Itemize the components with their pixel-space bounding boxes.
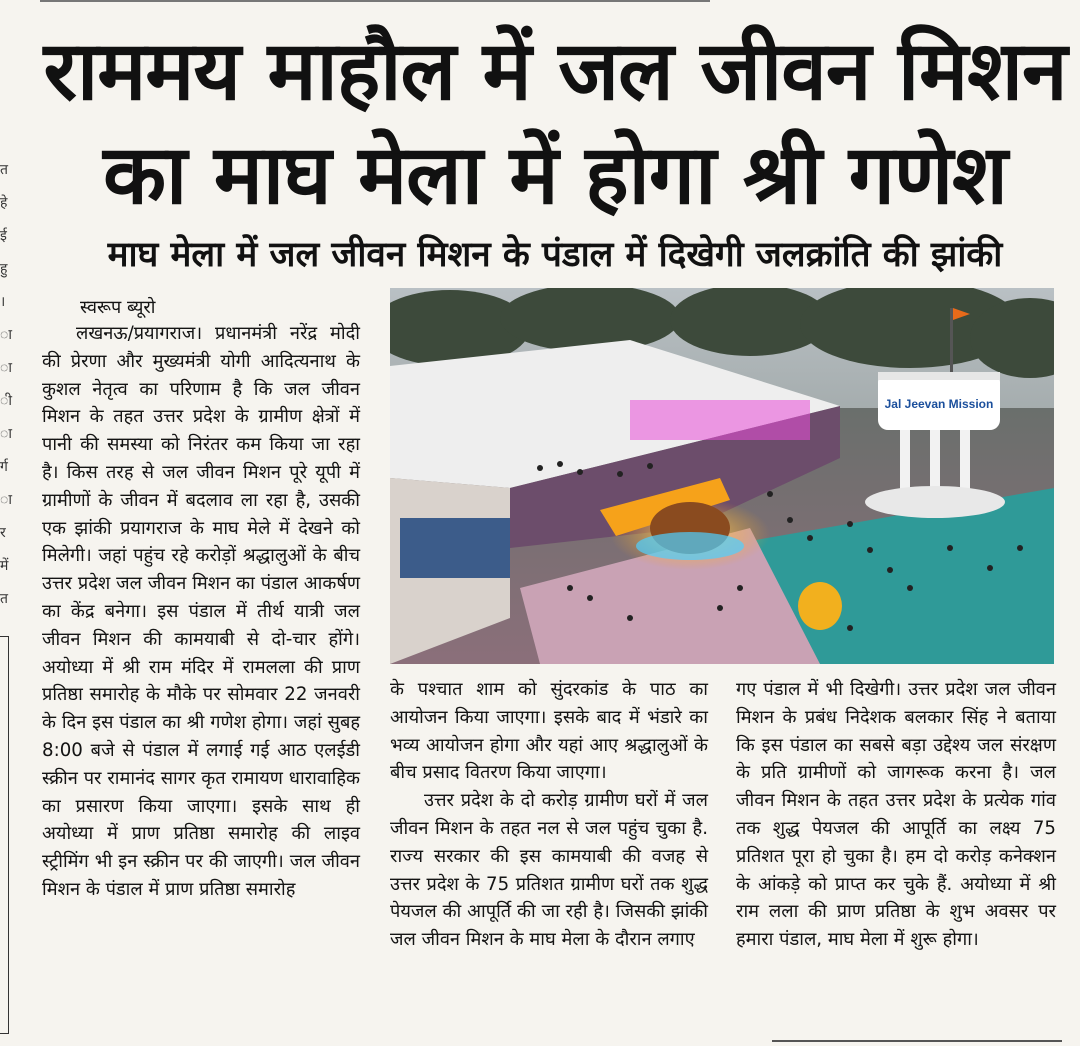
pink-lights	[630, 400, 810, 440]
margin-fragment: ा	[0, 360, 12, 376]
margin-fragment: त	[0, 591, 8, 607]
adjacent-box-border	[0, 636, 9, 1034]
margin-fragment: ई	[0, 228, 7, 244]
subheadline: माघ मेला में जल जीवन मिशन के पंडाल में दिखेगी जलक्रांति की झांकी	[107, 235, 1003, 275]
margin-fragment: हे	[0, 195, 8, 211]
margin-fragment: ा	[0, 492, 12, 508]
bottom-rule	[772, 1040, 1062, 1042]
margin-fragment: ा	[0, 426, 12, 442]
margin-fragment: ी	[0, 393, 12, 409]
margin-fragment: ा	[0, 327, 12, 343]
article-paragraph: गए पंडाल में भी दिखेगी। उत्तर प्रदेश जल जीवन मिशन के प्रबंध निदेशक बलकार सिंह ने बताया कि इस पंडाल का सबसे बड़ा उद्देश्य जल संरक्षण के प्रति ग्रामीणों को जागरूक करना है। जल जीवन मिशन के तहत उत्तर प्रदेश के प्रत्येक गांव तक शुद्ध पेयजल की आपूर्ति का लक्ष्य 75 प्रतिशत पूरा हो चुका है। हम दो करोड़ कनेक्शन के आंकड़े को प्राप्त कर चुके हैं. अयोध्या में श्री राम लला की प्राण प्रतिष्ठा के शुभ अवसर पर हमारा पंडाल, माघ मेला में शुरू होगा।	[736, 679, 1056, 951]
margin-fragment: में	[0, 558, 9, 574]
fountain-water	[636, 532, 744, 560]
byline: स्वरूप ब्यूरो	[80, 297, 156, 318]
article-paragraph: उत्तर प्रदेश के दो करोड़ ग्रामीण घरों में जल जीवन मिशन के तहत नल से जल पहुंच चुका है. राज्य सरकार की इस कामयाबी की वजह से उत्तर प्रदेश के 75 प्रतिशत ग्रामीण घरों तक शुद्ध पेयजल की आपूर्ति की जा रही है। जिसकी झांकी जल जीवन मिशन के माघ मेला के दौरान लगाए	[390, 790, 708, 951]
article-column-3	[736, 676, 1056, 954]
news-photo	[390, 288, 1054, 664]
tower-sign: Jal Jeevan Mission	[884, 397, 994, 411]
margin-fragment: र्ग	[0, 459, 8, 475]
article-column-2	[390, 676, 708, 954]
margin-fragment: त	[0, 162, 8, 178]
margin-fragment: हु	[0, 261, 8, 277]
top-rule	[40, 0, 710, 2]
article-paragraph: लखनऊ/प्रयागराज। प्रधानमंत्री नरेंद्र मोदी की प्रेरणा और मुख्यमंत्री योगी आदित्यनाथ के कुशल नेतृत्व का परिणाम है कि जल जीवन मिशन के तहत उत्तर प्रदेश के ग्रामीण क्षेत्रों में पानी की समस्या को निरंतर कम किया जा रहा है। किस तरह से जल जीवन मिशन पूरे यूपी में ग्रामीणों के जीवन में बदलाव ला रहा है, उसकी एक झांकी प्रयागराज के माघ मेले में देखने को मिलेगी। जहां पहुंच रहे करोड़ों श्रद्धालुओं के बीच उत्तर प्रदेश जल जीवन मिशन का पंडाल आकर्षण का केंद्र बनेगा। इस पंडाल में तीर्थ यात्री जल जीवन मिशन की कामयाबी से दो-चार होंगे। अयोध्या में श्री राम मंदिर में रामलला की प्राण प्रतिष्ठा समारोह के मौके पर सोमवार 22 जनवरी के दिन इस पंडाल का श्री गणेश होगा। जहां सुबह 8:00 बजे से पंडाल में लगाई गई आठ एलईडी स्क्रीन पर रामानंद सागर कृत रामायण धारावाहिक का प्रसारण किया जाएगा। इसके साथ ही अयोध्या में प्राण प्रतिष्ठा समारोह की लाइव स्ट्रीमिंग भी इन स्क्रीन पर की जाएगी। जल जीवन मिशन के पंडाल में प्राण प्रतिष्ठा समारोह	[42, 323, 360, 900]
headline-line-1: राममय माहौल में जल जीवन मिशन	[43, 24, 1067, 119]
led-screen	[400, 518, 510, 578]
article-column-1	[42, 320, 360, 904]
adjacent-column-fragment	[0, 160, 12, 607]
margin-fragment: र	[0, 525, 6, 541]
decor-pot	[798, 582, 842, 630]
margin-fragment: ।	[0, 294, 6, 310]
headline-line-2: का माघ मेला में होगा श्री गणेश	[103, 128, 1007, 223]
pandal-photo-illustration	[390, 288, 1054, 664]
article-paragraph: के पश्चात शाम को सुंदरकांड के पाठ का आयोजन किया जाएगा। इसके बाद में भंडारे का भव्य आयोजन होगा और यहां आए श्रद्धालुओं के बीच प्रसाद वितरण किया जाएगा।	[390, 679, 708, 784]
